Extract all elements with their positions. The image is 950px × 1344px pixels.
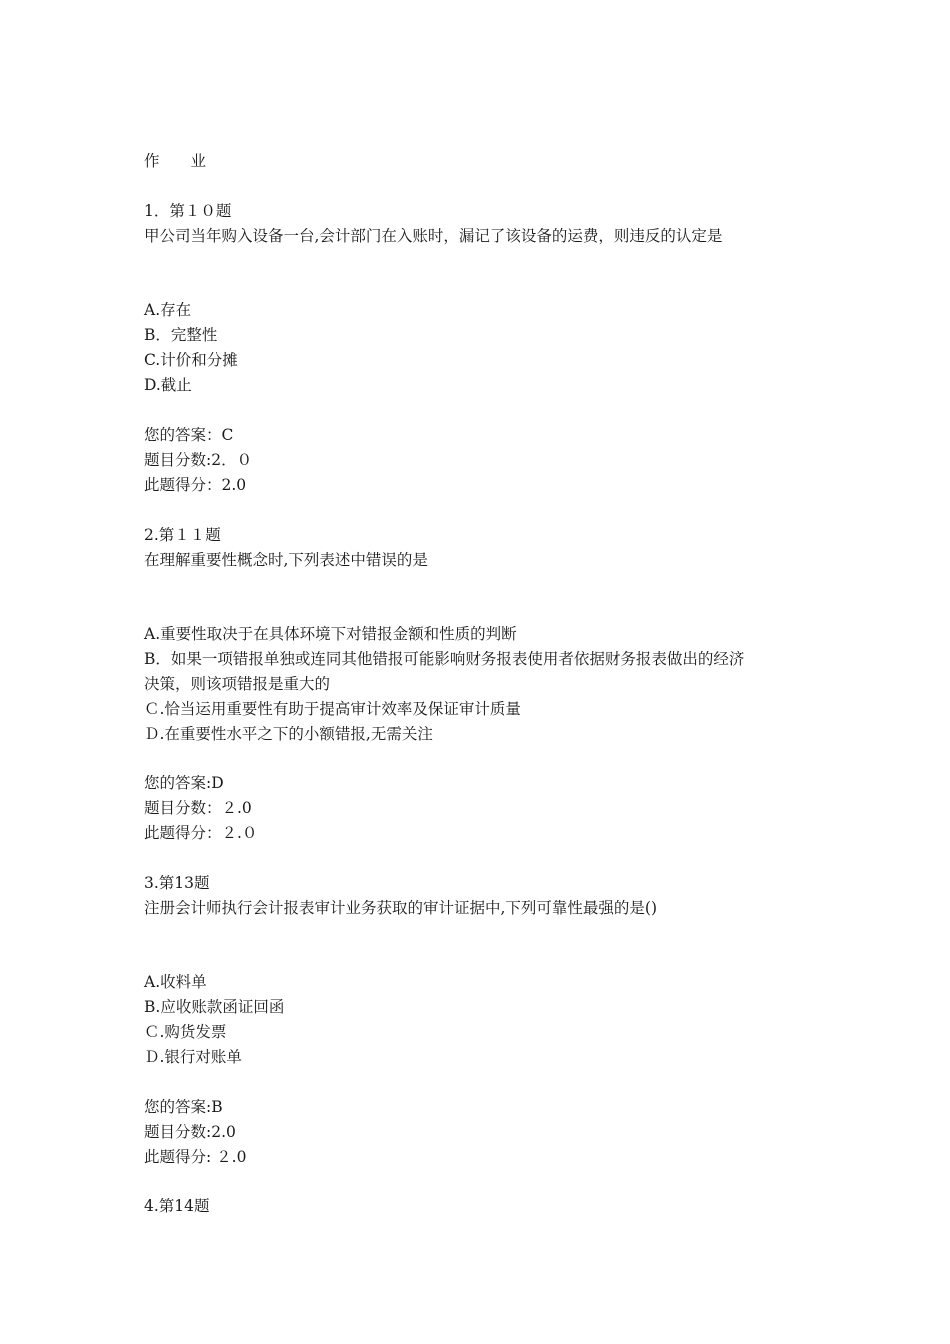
question-2-option-a: A.重要性取决于在具体环境下对错报金额和性质的判断 <box>144 625 517 643</box>
question-1-option-a: A.存在 <box>144 301 192 319</box>
question-3-earned: 此题得分: ２.0 <box>144 1148 247 1166</box>
question-1-text: 甲公司当年购入设备一台,会计部门在入账时，漏记了该设备的运费，则违反的认定是 <box>144 227 723 245</box>
question-2-earned: 此题得分：２.０ <box>144 824 258 842</box>
question-3-option-b: B.应收账款函证回函 <box>144 998 285 1016</box>
question-2-your-answer: 您的答案:D <box>144 774 224 792</box>
question-4-header: 4.第14题 <box>144 1197 210 1215</box>
question-3-text: 注册会计师执行会计报表审计业务获取的审计证据中,下列可靠性最强的是() <box>144 899 658 917</box>
question-3-option-d: Ｄ.银行对账单 <box>144 1048 242 1066</box>
question-3-option-c: Ｃ.购货发票 <box>144 1023 227 1041</box>
question-3-score: 题目分数:2.0 <box>144 1123 236 1141</box>
question-1-option-c: C.计价和分摊 <box>144 351 238 369</box>
question-3-option-a: A.收料单 <box>144 973 207 991</box>
question-2-header: 2.第１１题 <box>144 526 221 544</box>
question-1-option-b: B．完整性 <box>144 326 218 344</box>
question-1-earned: 此题得分：2.0 <box>144 476 247 494</box>
document-title: 作 业 <box>144 152 207 170</box>
question-2-score: 题目分数：２.0 <box>144 799 252 817</box>
question-3-header: 3.第13题 <box>144 874 210 892</box>
question-2-option-b-continued: 决策，则该项错报是重大的 <box>144 675 331 693</box>
question-1-score: 题目分数:2．０ <box>144 451 253 469</box>
question-1-your-answer: 您的答案：C <box>144 426 234 444</box>
question-2-option-b: B．如果一项错报单独或连同其他错报可能影响财务报表使用者依据财务报表做出的经济 <box>144 650 745 668</box>
question-2-option-d: Ｄ.在重要性水平之下的小额错报,无需关注 <box>144 725 433 743</box>
question-3-your-answer: 您的答案:B <box>144 1098 223 1116</box>
question-1-header: 1．第１０题 <box>144 202 232 220</box>
question-2-text: 在理解重要性概念时,下列表述中错误的是 <box>144 551 428 569</box>
question-2-option-c: Ｃ.恰当运用重要性有助于提高审计效率及保证审计质量 <box>144 700 521 718</box>
question-1-option-d: D.截止 <box>144 376 192 394</box>
